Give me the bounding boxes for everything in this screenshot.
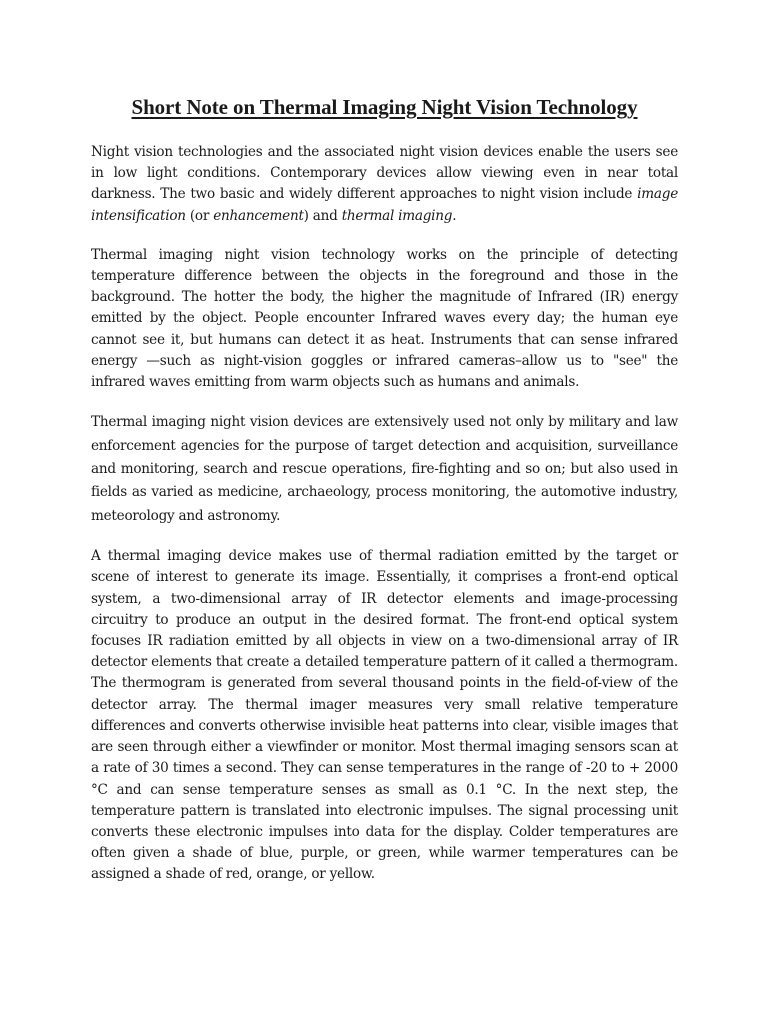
paragraph-1 — [91, 142, 678, 227]
paragraph-1-text-a: Night vision technologies and the associated night vision devices enable the users see in low light conditions. Contemporary devices allow viewing even in near total darkness. The two basic and widely different approaches to night vision include — [91, 144, 678, 203]
document-page — [91, 92, 678, 904]
paragraph-1-text-d: . — [452, 207, 457, 224]
paragraph-4: A thermal imaging device makes use of thermal radiation emitted by the target or scene of interest to generate its image. Essentially, it comprises a front-end optical system, a two-dimensional array of IR detector elements and image-processing circuitry to produce an output in the desired format. The front-end optical system focuses IR radiation emitted by all objects in view on a two-dimensional array of IR detector elements that create a detailed temperature pattern of it called a thermogram. The thermogram is generated from several thousand points in the field-of-view of the detector array. The thermal imager measures very small relative temperature differences and converts otherwise invisible heat patterns into clear, visible images that are seen through either a viewfinder or monitor. Most thermal imaging sensors scan at a rate of 30 times a second. They can sense temperatures in the range of -20 to + 2000 °C and can sense temperature senses as small as 0.1 °C. In the next step, the temperature pattern is translated into electronic impulses. The signal processing unit converts these electronic impulses into data for the display. Colder temperatures are often given a shade of blue, purple, or green, while warmer temperatures can be assigned a shade of red, orange, or yellow. — [91, 548, 678, 883]
paragraph-3: Thermal imaging night vision devices are extensively used not only by military and law enforcement agencies for the purpose of target detection and acquisition, surveillance and monitoring, search and rescue operations, fire-fighting and so on; but also used in fields as varied as medicine, archaeology, process monitoring, the automotive industry, meteorology and astronomy. — [91, 414, 678, 524]
paragraph-1-text-c: ) and — [303, 207, 342, 224]
emphasis-image-intensification: image intensification — [91, 186, 678, 224]
emphasis-thermal-imaging: thermal imaging — [341, 207, 453, 224]
paragraph-1-text-b: (or — [185, 207, 214, 224]
emphasis-enhancement: enhancement — [213, 207, 304, 224]
document-title: Short Note on Thermal Imaging Night Vision Technology — [131, 95, 638, 119]
paragraph-2: Thermal imaging night vision technology works on the principle of detecting temperature difference between the objects in the foreground and those in the background. The hotter the body, the higher the magnitude of Infrared (IR) energy emitted by the object. People encounter Infrared waves every day; the human eye cannot see it, but humans can detect it as heat. Instruments that can sense infrared energy —such as night-vision goggles or infrared cameras–allow us to "see" the infrared waves emitting from warm objects such as humans and animals. — [91, 246, 678, 391]
